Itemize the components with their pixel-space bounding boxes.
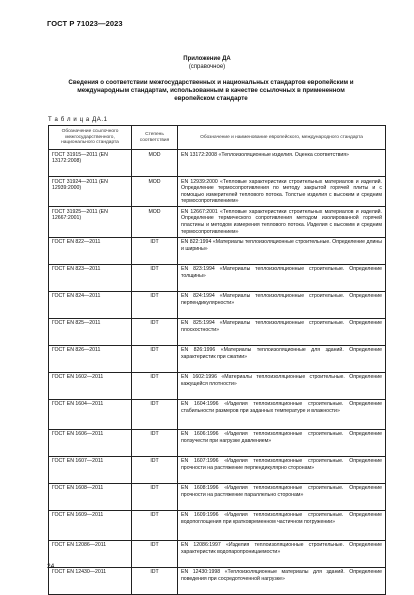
table-header-row: [49, 126, 386, 150]
european-standard-cell: EN 12667:2001 «Тепловые характеристики строительных материалов и изделий. Определение термического сопротивления методом изолированной горячей пластины и методом измерения теплового потока. Изделия с высоким и средним термосопротивлением»: [178, 207, 386, 237]
national-standard-cell: ГОСТ EN 12430—2011: [49, 567, 132, 594]
european-standard-cell: EN 1607:1996 «Изделия теплоизоляционные строительные. Определение прочности на растяжение перпендикулярно сторонам»: [178, 456, 386, 483]
national-standard-cell: ГОСТ EN 12086—2011: [49, 540, 132, 567]
table-row: [49, 207, 386, 237]
national-standard-cell: ГОСТ EN 823—2011: [49, 264, 132, 291]
table-row: [49, 429, 386, 456]
column-header-degree: Степень соответствия: [132, 126, 178, 150]
national-standard-cell: ГОСТ EN 1606—2011: [49, 429, 132, 456]
european-standard-cell: EN 824:1994 «Материалы теплоизоляционные строительные. Определение перпендикулярности»: [178, 291, 386, 318]
table-row: [49, 237, 386, 264]
national-standard-cell: ГОСТ EN 822—2011: [49, 237, 132, 264]
degree-cell: IDT: [132, 345, 178, 372]
degree-cell: MOD: [132, 150, 178, 177]
national-standard-cell: ГОСТ EN 825—2011: [49, 318, 132, 345]
document-id: ГОСТ Р 71023—2023: [47, 19, 123, 28]
european-standard-cell: EN 1606:1996 «Изделия теплоизоляционные строительные. Определение ползучести при нагрузке давлением»: [178, 429, 386, 456]
degree-cell: MOD: [132, 207, 178, 237]
table-row: [49, 567, 386, 594]
national-standard-cell: ГОСТ EN 824—2011: [49, 291, 132, 318]
european-standard-cell: EN 1604:1996 «Изделия теплоизоляционные строительные. Определение стабильности размеров при заданных температуре и влажности»: [178, 399, 386, 429]
national-standard-cell: ГОСТ EN 1607—2011: [49, 456, 132, 483]
degree-cell: IDT: [132, 483, 178, 510]
european-standard-cell: EN 12430:1998 «Теплоизоляционные материалы для зданий. Определение поведения при сосредоточенной нагрузке»: [178, 567, 386, 594]
appendix-type: (справочное): [188, 64, 226, 70]
table-row: [49, 150, 386, 177]
national-standard-cell: ГОСТ 31915—2011 (EN 13172:2008): [49, 150, 132, 177]
correspondence-table: [48, 125, 386, 595]
table-row: [49, 399, 386, 429]
national-standard-cell: ГОСТ EN 1608—2011: [49, 483, 132, 510]
european-standard-cell: EN 825:1994 «Материалы теплоизоляционные строительные. Определение плоскостности»: [178, 318, 386, 345]
degree-cell: IDT: [132, 399, 178, 429]
european-standard-cell: EN 1602:1996 «Материалы теплоизоляционные строительные. Определение кажущейся плотности»: [178, 372, 386, 399]
appendix-title: Приложение ДА: [183, 56, 231, 62]
european-standard-cell: EN 826:1996 «Материалы теплоизоляционные для зданий. Определение характеристик при сжатии»: [178, 345, 386, 372]
table-row: [49, 264, 386, 291]
table-row: [49, 540, 386, 567]
table-row: [49, 372, 386, 399]
column-header-european: Обозначение и наименование европейского, международного стандарта: [178, 126, 386, 150]
column-header-national: Обозначение ссылочного межгосударственного, национального стандарта: [49, 126, 132, 150]
table-row: [49, 456, 386, 483]
table-row: [49, 318, 386, 345]
table-row: [49, 291, 386, 318]
degree-cell: IDT: [132, 540, 178, 567]
national-standard-cell: ГОСТ EN 1602—2011: [49, 372, 132, 399]
degree-cell: IDT: [132, 372, 178, 399]
page-number: 24: [47, 563, 55, 570]
degree-cell: IDT: [132, 429, 178, 456]
european-standard-cell: EN 822:1994 «Материалы теплоизоляционные строительные. Определение длины и ширины»: [178, 237, 386, 264]
national-standard-cell: ГОСТ EN 826—2011: [49, 345, 132, 372]
degree-cell: IDT: [132, 237, 178, 264]
degree-cell: IDT: [132, 318, 178, 345]
national-standard-cell: ГОСТ 31925—2011 (EN 12667:2001): [49, 207, 132, 237]
european-standard-cell: EN 13172:2008 «Теплоизоляционные изделия. Оценка соответствия»: [178, 150, 386, 177]
national-standard-cell: ГОСТ 31924—2011 (EN 12939:2000): [49, 177, 132, 207]
european-standard-cell: EN 12086:1997 «Изделия теплоизоляционные строительные. Определение характеристик водопаропроницаемости»: [178, 540, 386, 567]
degree-cell: MOD: [132, 177, 178, 207]
european-standard-cell: EN 1609:1996 «Изделия теплоизоляционные строительные. Определение водопоглощения при кратковременном частичном погружении»: [178, 510, 386, 540]
degree-cell: IDT: [132, 291, 178, 318]
degree-cell: IDT: [132, 456, 178, 483]
european-standard-cell: EN 1608:1996 «Изделия теплоизоляционные строительные. Определение прочности на растяжение параллельно сторонам»: [178, 483, 386, 510]
table-caption: Т а б л и ц а ДА.1: [48, 117, 108, 123]
european-standard-cell: EN 12939:2000 «Тепловые характеристики строительных материалов и изделий. Определение термосопротивления по методу закрытой горячей плиты и с помощью измерителей теплового потока. Толстые изделия с высоким и средним термосопротивлением»: [178, 177, 386, 207]
degree-cell: IDT: [132, 264, 178, 291]
national-standard-cell: ГОСТ EN 1604—2011: [49, 399, 132, 429]
degree-cell: IDT: [132, 567, 178, 594]
table-row: [49, 345, 386, 372]
national-standard-cell: ГОСТ EN 1609—2011: [49, 510, 132, 540]
table-row: [49, 177, 386, 207]
table-row: [49, 483, 386, 510]
table-row: [49, 510, 386, 540]
appendix-heading: Сведения о соответствии межгосударственных и национальных стандартов европейским и международным стандартам, использованным в качестве ссылочных в примененном европейском стандарте: [68, 79, 354, 103]
degree-cell: IDT: [132, 510, 178, 540]
european-standard-cell: EN 823:1994 «Материалы теплоизоляционные строительные. Определение толщины»: [178, 264, 386, 291]
